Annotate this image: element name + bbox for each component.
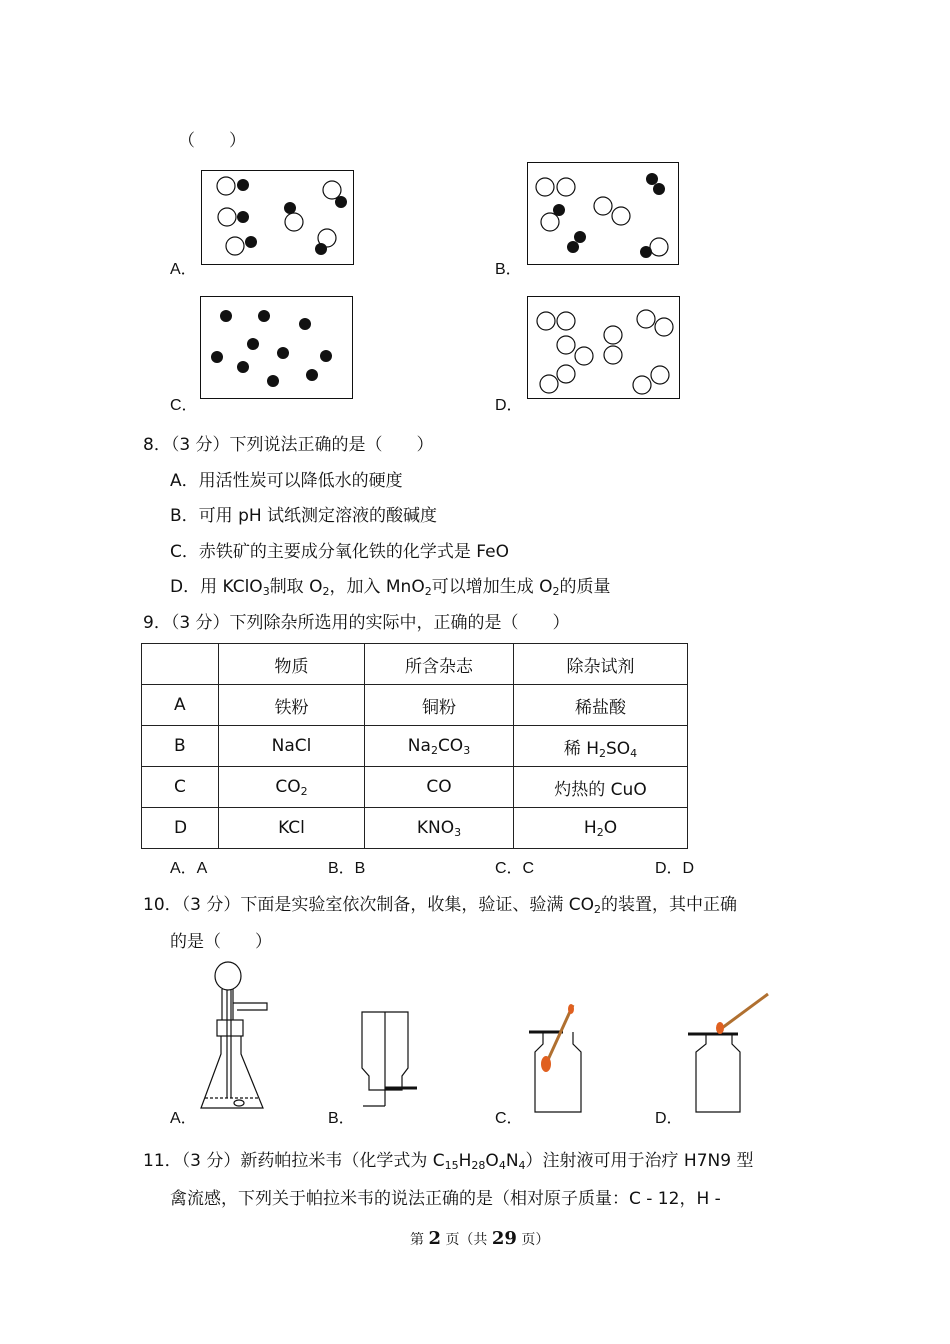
row-label: A bbox=[142, 685, 219, 726]
cell-substance bbox=[219, 767, 365, 808]
q8-option-c[interactable]: C．赤铁矿的主要成分氧化铁的化学式是 FeO bbox=[170, 542, 509, 562]
q11-text-end: ）注射液可用于治疗 H7N9 型 bbox=[525, 1151, 754, 1171]
q8-d-text-2: 制取 O bbox=[269, 577, 323, 597]
q8-d-text-1: D．用 KClO bbox=[170, 577, 263, 597]
cell-substance: 铁粉 bbox=[219, 685, 365, 726]
formula-sub: 2 bbox=[596, 826, 604, 839]
table-header-row bbox=[142, 644, 688, 685]
table-header-substance: 物质 bbox=[219, 644, 365, 685]
formula-part: O bbox=[603, 818, 618, 838]
q9-option-d[interactable]: D．D bbox=[655, 860, 695, 877]
q8-d-sub-4: 2 bbox=[552, 585, 560, 598]
q11-sub: 15 bbox=[444, 1159, 459, 1172]
q11-stem-line2: 禽流感，下列关于帕拉米韦的说法正确的是（相对原子质量：C - 12，H - bbox=[170, 1189, 721, 1209]
formula-sub: 3 bbox=[454, 826, 462, 839]
diagram-b bbox=[527, 162, 679, 265]
footer-mid: 页（共 bbox=[445, 1232, 488, 1248]
table-row bbox=[142, 726, 688, 767]
formula-part: KNO bbox=[416, 818, 455, 838]
diagram-c bbox=[200, 296, 353, 399]
q11-stem-line1 bbox=[143, 1146, 753, 1171]
cell-reagent: 灼热的 CuO bbox=[514, 767, 688, 808]
footer-pre: 第 bbox=[410, 1232, 424, 1248]
formula-sub: 4 bbox=[630, 746, 638, 760]
q9-stem: 9．（3 分）下列除杂所选用的实际中，正确的是（ ） bbox=[143, 613, 570, 633]
cell-reagent: 稀盐酸 bbox=[514, 685, 688, 726]
diagram-d bbox=[527, 296, 680, 399]
q10-option-b[interactable]: B． bbox=[328, 1110, 355, 1127]
formula-part: Na bbox=[407, 736, 431, 756]
q8-stem: 8．（3 分）下列说法正确的是（ ） bbox=[143, 435, 434, 455]
formula-sub: 2 bbox=[430, 744, 438, 757]
row-label: D bbox=[142, 808, 219, 849]
formula-part: 稀 H bbox=[563, 738, 599, 759]
molecule-diagram-a bbox=[202, 171, 355, 266]
footer-total-pages: 29 bbox=[491, 1228, 517, 1249]
q11-sub: 4 bbox=[518, 1159, 526, 1172]
q11-h: H bbox=[458, 1151, 472, 1171]
apparatus-b-bottle bbox=[355, 1010, 435, 1115]
q11-sub: 28 bbox=[471, 1159, 486, 1172]
molecule-diagram-c bbox=[201, 297, 354, 400]
q11-o: O bbox=[485, 1151, 499, 1171]
cell-impurity bbox=[365, 808, 514, 849]
table-row bbox=[142, 767, 688, 808]
cell-reagent bbox=[514, 726, 688, 767]
q10-stem-line1 bbox=[143, 890, 737, 915]
table-row bbox=[142, 808, 688, 849]
footer-post: 页） bbox=[521, 1232, 550, 1248]
q11-sub: 4 bbox=[498, 1159, 506, 1172]
q7-option-c[interactable]: C． bbox=[170, 397, 198, 414]
q8-d-text-3: ，加入 MnO bbox=[329, 577, 425, 597]
formula-part: CO bbox=[437, 736, 464, 756]
q8-option-b[interactable]: B．可用 pH 试纸测定溶液的酸碱度 bbox=[170, 506, 438, 526]
footer-page-number: 2 bbox=[428, 1228, 441, 1249]
row-label: C bbox=[142, 767, 219, 808]
q11-text: 11．（3 分）新药帕拉米韦（化学式为 C bbox=[143, 1151, 445, 1171]
row-label: B bbox=[142, 726, 219, 767]
q8-option-a[interactable]: A．用活性炭可以降低水的硬度 bbox=[170, 471, 403, 491]
q9-option-b[interactable]: B．B bbox=[328, 860, 366, 877]
cell-impurity: 铜粉 bbox=[365, 685, 514, 726]
q10-option-d[interactable]: D． bbox=[655, 1110, 683, 1127]
table-header-reagent: 除杂试剂 bbox=[514, 644, 688, 685]
formula-part: H bbox=[583, 818, 597, 838]
formula-sub: 2 bbox=[300, 785, 308, 798]
table-row bbox=[142, 685, 688, 726]
q10-text: 10．（3 分）下面是实验室依次制备，收集，验证、验满 CO bbox=[143, 895, 595, 915]
q7-option-b[interactable]: B． bbox=[495, 261, 522, 278]
q11-n: N bbox=[505, 1151, 519, 1171]
page-footer bbox=[410, 1228, 549, 1249]
cell-substance: NaCl bbox=[219, 726, 365, 767]
diagram-a bbox=[201, 170, 354, 265]
q7-option-d[interactable]: D． bbox=[495, 397, 523, 414]
q8-d-text-5: 的质量 bbox=[559, 577, 611, 597]
q10-option-a[interactable]: A． bbox=[170, 1110, 197, 1127]
q7-option-a[interactable]: A． bbox=[170, 261, 197, 278]
q8-d-sub-2: 2 bbox=[322, 585, 330, 598]
q10-text-end: 的装置，其中正确 bbox=[601, 895, 738, 915]
cell-impurity bbox=[365, 726, 514, 767]
q8-d-sub-3: 2 bbox=[424, 585, 432, 598]
q10-stem-line2: 的是（ ） bbox=[170, 932, 272, 952]
formula-sub: 2 bbox=[599, 746, 606, 760]
table-header-blank bbox=[142, 644, 219, 685]
molecule-diagram-b bbox=[528, 163, 680, 266]
q8-option-d[interactable] bbox=[170, 572, 611, 597]
cell-impurity: CO bbox=[365, 767, 514, 808]
q8-d-text-4: 可以增加生成 O bbox=[431, 577, 553, 597]
q10-option-c[interactable]: C． bbox=[495, 1110, 523, 1127]
q9-table bbox=[141, 643, 688, 849]
apparatus-d-match-mouth bbox=[680, 990, 780, 1115]
q9-option-a[interactable]: A．A bbox=[170, 860, 208, 877]
apparatus-c-match-inside bbox=[525, 1000, 605, 1115]
molecule-diagram-d bbox=[528, 297, 681, 400]
apparatus-a-flask bbox=[195, 958, 295, 1113]
formula-sub: 3 bbox=[463, 744, 471, 757]
q7-stem-tail: （ ） bbox=[178, 131, 246, 151]
formula-part: SO bbox=[606, 738, 631, 759]
q8-d-sub-1: 3 bbox=[262, 585, 270, 598]
q9-option-c[interactable]: C．C bbox=[495, 860, 535, 877]
table-header-impurity: 所含杂志 bbox=[365, 644, 514, 685]
cell-reagent bbox=[514, 808, 688, 849]
formula-part: CO bbox=[275, 777, 301, 797]
q10-sub: 2 bbox=[594, 903, 602, 916]
cell-substance: KCl bbox=[219, 808, 365, 849]
